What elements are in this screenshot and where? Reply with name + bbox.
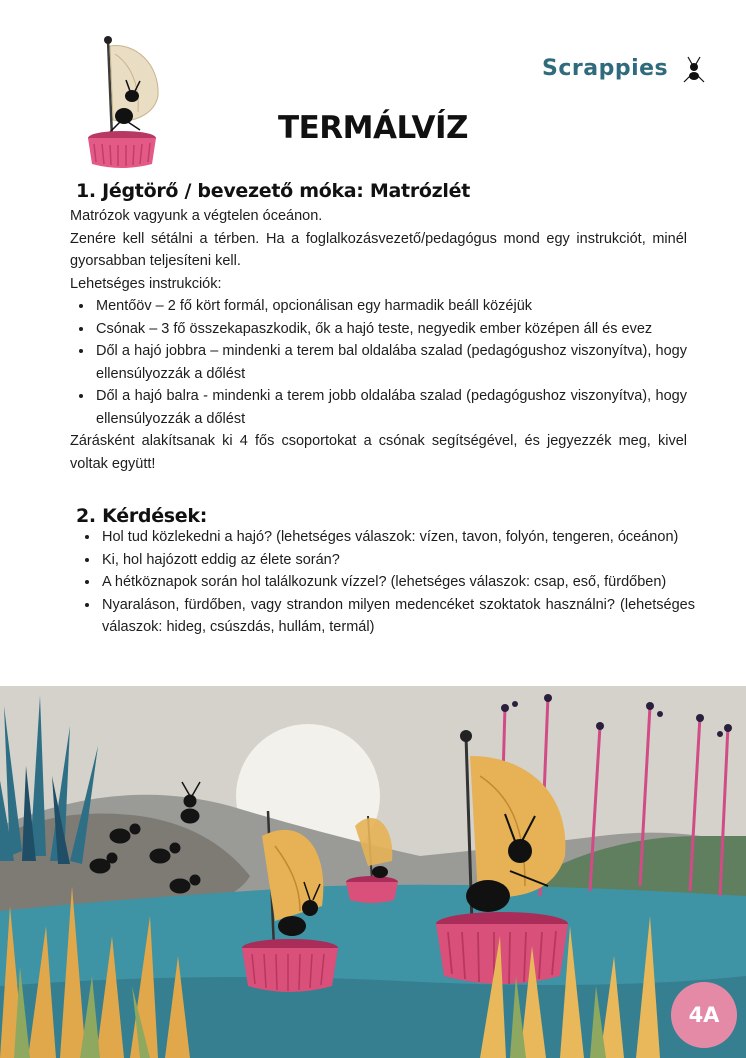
- section-heading: 1. Jégtörő / bevezető móka: Matrózlét: [76, 180, 470, 202]
- list-item: • Dől a hajó jobbra – mindenki a terem bal oldalába szalad (pedagógushoz viszonyítva), hogy ellensúlyozzák a dőlést: [94, 340, 687, 385]
- page-title: TERMÁLVÍZ: [277, 110, 469, 146]
- paragraph: Zenére kell sétálni a térben. Ha a foglalkozásvezető/pedagógus mond egy instrukciót, minél gyorsabban teljesíteni kell.: [70, 230, 687, 269]
- paragraph: Matrózok vagyunk a végtelen óceánon.: [70, 208, 323, 224]
- list-item: • Nyaraláson, fürdőben, vagy strandon milyen medencéket szoktatok használni? (lehetséges válaszok: hideg, csúszdás, hullám, termál): [100, 594, 695, 639]
- ant-icon: [682, 56, 706, 84]
- pond-illustration: [0, 686, 746, 1058]
- list-item: • Csónak – 3 fő összekapaszkodik, ők a hajó teste, negyedik ember középen áll és evez: [94, 318, 687, 341]
- list-item: • Ki, hol hajózott eddig az élete során?: [100, 549, 695, 572]
- scrappies-logo: [542, 54, 707, 90]
- paragraph: Zárásként alakítsanak ki 4 fős csoportokat a csónak segítségével, és jegyezzék meg, kivel voltak együtt!: [70, 433, 687, 472]
- question-list: [76, 526, 695, 639]
- list-item: • Mentőöv – 2 fő kört formál, opcionálisan egy harmadik beáll közéjük: [94, 295, 687, 318]
- page-number-badge: 4A: [671, 982, 737, 1048]
- logo-text: Scrappies: [542, 56, 669, 81]
- section-1-body: [70, 205, 687, 475]
- list-item: • A hétköznapok során hol találkozunk vízzel? (lehetséges válaszok: csap, eső, fürdőben): [100, 571, 695, 594]
- ant-boat-illustration: [80, 34, 180, 174]
- list-item: • Hol tud közlekedni a hajó? (lehetséges válaszok: vízen, tavon, folyón, tengeren, óceánon): [100, 526, 695, 549]
- section-heading: 2. Kérdések:: [76, 505, 208, 527]
- instruction-list: [70, 295, 687, 430]
- list-item: • Dől a hajó balra - mindenki a terem jobb oldalába szalad (pedagógushoz viszonyítva), hogy ellensúlyozzák a dőlést: [94, 385, 687, 430]
- paragraph: Lehetséges instrukciók:: [70, 275, 222, 292]
